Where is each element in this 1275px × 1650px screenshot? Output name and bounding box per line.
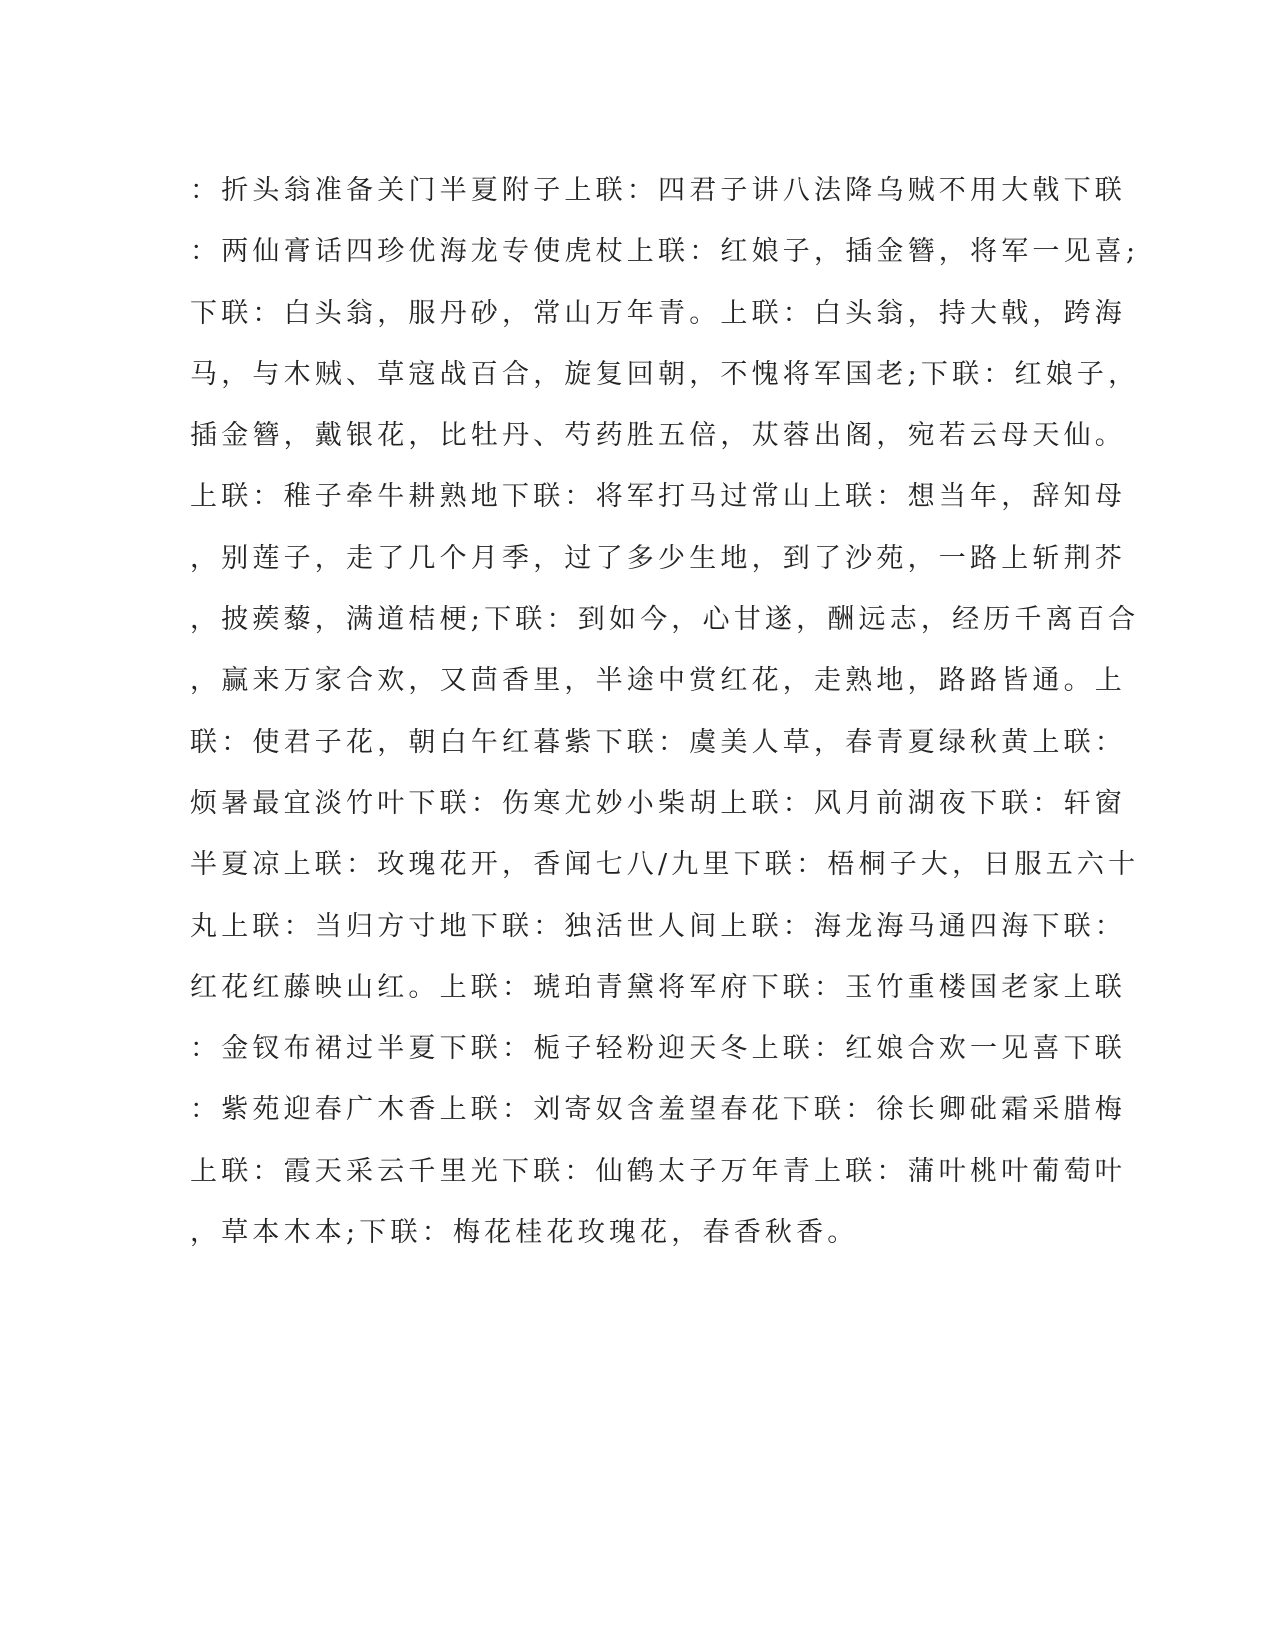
body-text: [190, 160, 1140, 1263]
text-line: 烦暑最宜淡竹叶下联：伤寒尤妙小柴胡上联：风月前湖夜下联：轩窗: [190, 787, 1126, 819]
text-line: 联：使君子花，朝白午红暮紫下联：虞美人草，春青夏绿秋黄上联：: [190, 726, 1126, 758]
text-line: 马，与木贼、草寇战百合，旋复回朝，不愧将军国老;下联：红娘子，: [190, 358, 1140, 390]
text-line: 插金簪，戴银花，比牡丹、芍药胜五倍，苁蓉出阁，宛若云母天仙。: [190, 420, 1126, 452]
text-line: ，赢来万家合欢，又茴香里，半途中赏红花，走熟地，路路皆通。上: [190, 665, 1126, 697]
text-line: 上联：稚子牵牛耕熟地下联：将军打马过常山上联：想当年，辞知母: [190, 481, 1126, 513]
text-line: 红花红藤映山红。上联：琥珀青黛将军府下联：玉竹重楼国老家上联: [190, 971, 1126, 1003]
text-line: ：折头翁准备关门半夏附子上联：四君子讲八法降乌贼不用大戟下联: [190, 175, 1126, 206]
text-line: 丸上联：当归方寸地下联：独活世人间上联：海龙海马通四海下联：: [190, 910, 1126, 942]
text-line: ：金钗布裙过半夏下联：栀子轻粉迎天冬上联：红娘合欢一见喜下联: [190, 1033, 1126, 1065]
text-line: 上联：霞天采云千里光下联：仙鹤太子万年青上联：蒲叶桃叶葡萄叶: [190, 1155, 1126, 1187]
text-line: ，草本木本;下联：梅花桂花玫瑰花，春香秋香。: [190, 1217, 859, 1249]
text-line: ：两仙膏话四珍优海龙专使虎杖上联：红娘子，插金簪，将军一见喜;: [190, 236, 1140, 268]
text-line: 下联：白头翁，服丹砂，常山万年青。上联：白头翁，持大戟，跨海: [190, 297, 1126, 329]
text-line: ，别莲子，走了几个月季，过了多少生地，到了沙苑，一路上斩荆芥: [190, 542, 1126, 574]
text-line: ，披蒺藜，满道桔梗;下联：到如今，心甘遂，酬远志，经历千离百合: [190, 604, 1140, 636]
text-line: 半夏凉上联：玫瑰花开，香闻七八/九里下联：梧桐子大，日服五六十: [190, 849, 1140, 881]
text-line: ：紫苑迎春广木香上联：刘寄奴含羞望春花下联：徐长卿砒霜采腊梅: [190, 1094, 1126, 1126]
